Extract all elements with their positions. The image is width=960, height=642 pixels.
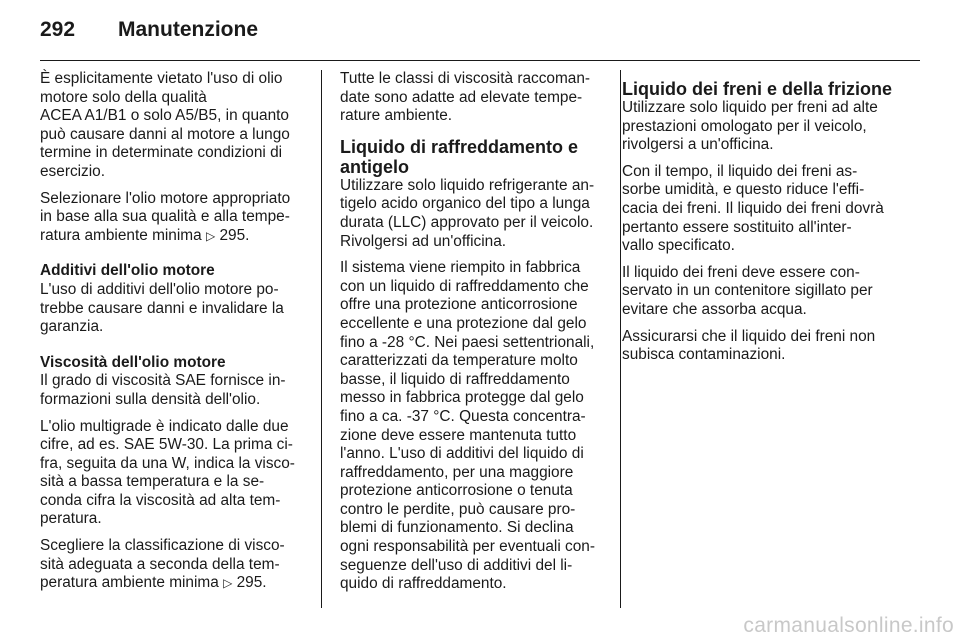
text-line: pertanto essere sostituito all'inter- [622, 218, 852, 236]
text-line: Rivolgersi ad un'officina. [340, 232, 507, 250]
text-line: con un liquido di raffreddamento che [340, 277, 589, 295]
text-line: rature ambiente. [340, 107, 453, 125]
text-line: L'olio multigrade è indicato dalle due [40, 417, 289, 435]
text-line: Utilizzare solo liquido per freni ad alte [622, 99, 878, 116]
paragraph-additivi [40, 281, 302, 337]
header-rule [40, 60, 920, 61]
text-line: eccellente e una protezione dal gelo [340, 314, 587, 332]
text-line: Scegliere la classificazione di visco- [40, 537, 285, 555]
paragraph-oil-ban [40, 70, 302, 182]
page-header [40, 18, 920, 48]
text-line: può causare danni al motore a lungo [40, 125, 290, 143]
page-reference-link[interactable]: 295. [236, 574, 267, 592]
text-line: fra, seguita da una W, indica la visco- [40, 454, 295, 472]
text-line: sorbe umidità, e questo riduce l'effi- [622, 181, 865, 199]
page-reference-link[interactable]: 295. [219, 226, 250, 244]
text-line: date sono adatte ad elevate tempe- [340, 88, 583, 106]
column-1 [40, 70, 302, 601]
reference-arrow-icon: ▷ [223, 576, 233, 591]
paragraph-viscosity-classes [340, 70, 604, 126]
text-line: Selezionare l'olio motore appropriato [40, 189, 291, 207]
text-line: servato in un contenitore sigillato per [622, 282, 873, 300]
text-line: Tutte le classi di viscosità raccoman- [340, 70, 591, 87]
text-line: fino a -28 °C. Nei paesi settentrionali, [340, 333, 595, 351]
text-line: Il grado di viscosità SAE fornisce in- [40, 372, 286, 390]
text-line: Utilizzare solo liquido refrigerante an- [340, 176, 595, 194]
text-line: protezione anticorrosione o tenuta [340, 482, 573, 500]
text-line: Il liquido dei freni deve essere con- [622, 263, 860, 281]
paragraph-brake-storage [622, 264, 904, 320]
paragraph-brake-moisture [622, 163, 904, 256]
text-line: sità adeguata a seconda della tem- [40, 555, 280, 573]
text-line: ogni responsabilità per eventuali con- [340, 538, 595, 556]
column-2 [340, 70, 604, 602]
text-line: evitare che assorba acqua. [622, 300, 807, 318]
text-line: contro le perdite, può causare pro- [340, 500, 576, 518]
text-line: prestazioni omologato per il veicolo, [622, 117, 867, 135]
text-line: l'anno. L'uso di additivi del liquido di [340, 445, 584, 463]
heading-additivi: Additivi dell'olio motore [40, 262, 215, 280]
text-line: peratura. [40, 510, 102, 528]
paragraph-brake-contamination [622, 328, 904, 365]
section-title: Manutenzione [118, 18, 258, 41]
text-line: seguenze dell'uso di additivi del li- [340, 556, 573, 574]
text-line: vallo specificato. [622, 237, 735, 255]
reference-arrow-icon: ▷ [205, 228, 216, 243]
heading-brake-fluid: Liquido dei freni e della frizione [622, 79, 893, 99]
text-line: Assicurarsi che il liquido dei freni non [622, 327, 876, 345]
paragraph-coolant-factory [340, 259, 604, 594]
column-divider-1 [321, 70, 322, 608]
text-segment: peratura ambiente minima [40, 574, 219, 592]
text-line: formazioni sulla densità dell'olio. [40, 390, 261, 408]
paragraph-coolant-type [340, 177, 604, 251]
heading-line: antigelo [340, 156, 410, 177]
text-line: quido di raffreddamento. [340, 575, 507, 593]
text-line: esercizio. [40, 162, 106, 180]
text-line: termine in determinate condizioni di [40, 144, 283, 162]
text-line: raffreddamento, per una maggiore [340, 463, 574, 481]
column-divider-2 [620, 70, 621, 608]
page-number: 292 [40, 18, 76, 41]
text-line: durata (LLC) approvato per il veicolo. [340, 213, 594, 231]
text-line: garanzia. [40, 318, 104, 336]
text-line: tigelo acido organico del tipo a lunga [340, 195, 590, 213]
heading-viscosita: Viscosità dell'olio motore [40, 353, 226, 371]
text-line: cacia dei freni. Il liquido dei freni dovrà [622, 199, 884, 217]
text-line: fino a ca. -37 °C. Questa concentra- [340, 407, 586, 425]
text-line: L'uso di additivi dell'olio motore po- [40, 280, 279, 298]
text-line: Con il tempo, il liquido dei freni as- [622, 162, 858, 180]
text-line: offre una protezione anticorrosione [340, 296, 578, 314]
paragraph-sae [40, 372, 302, 409]
text-line: conda cifra la viscosità ad alta tem- [40, 491, 281, 509]
text-segment: ratura ambiente minima [40, 226, 202, 244]
text-line: subisca contaminazioni. [622, 346, 786, 364]
text-line: motore solo della qualità [40, 88, 207, 106]
paragraph-choose-viscosity [40, 537, 302, 593]
text-line: rivolgersi a un'officina. [622, 136, 774, 154]
text-line: cifre, ad es. SAE 5W-30. La prima ci- [40, 436, 293, 454]
text-line: basse, il liquido di raffreddamento [340, 370, 570, 388]
text-line: blemi di funzionamento. Si declina [340, 519, 574, 537]
text-line: caratterizzati da temperature molto [340, 352, 578, 370]
text-line [40, 574, 302, 593]
heading-coolant [340, 137, 604, 177]
text-line: messo in fabbrica protegge dal gelo [340, 389, 584, 407]
text-line: trebbe causare danni e invalidare la [40, 299, 284, 317]
text-line: ACEA A1/B1 o solo A5/B5, in quanto [40, 107, 289, 125]
paragraph-brake-type [622, 99, 904, 155]
text-line [40, 227, 302, 246]
text-line: È esplicitamente vietato l'uso di olio [40, 70, 283, 87]
watermark-text: carmanualsonline.info [743, 614, 954, 637]
text-line: zione deve essere mantenuta tutto [340, 426, 577, 444]
column-3 [622, 70, 904, 373]
text-line: in base alla sua qualità e alla tempe- [40, 208, 290, 226]
text-line: Il sistema viene riempito in fabbrica [340, 259, 581, 277]
heading-line: Liquido di raffreddamento e [340, 136, 579, 157]
text-line: sità a bassa temperatura e la se- [40, 473, 265, 491]
paragraph-multigrade [40, 418, 302, 530]
paragraph-select-oil [40, 190, 302, 246]
